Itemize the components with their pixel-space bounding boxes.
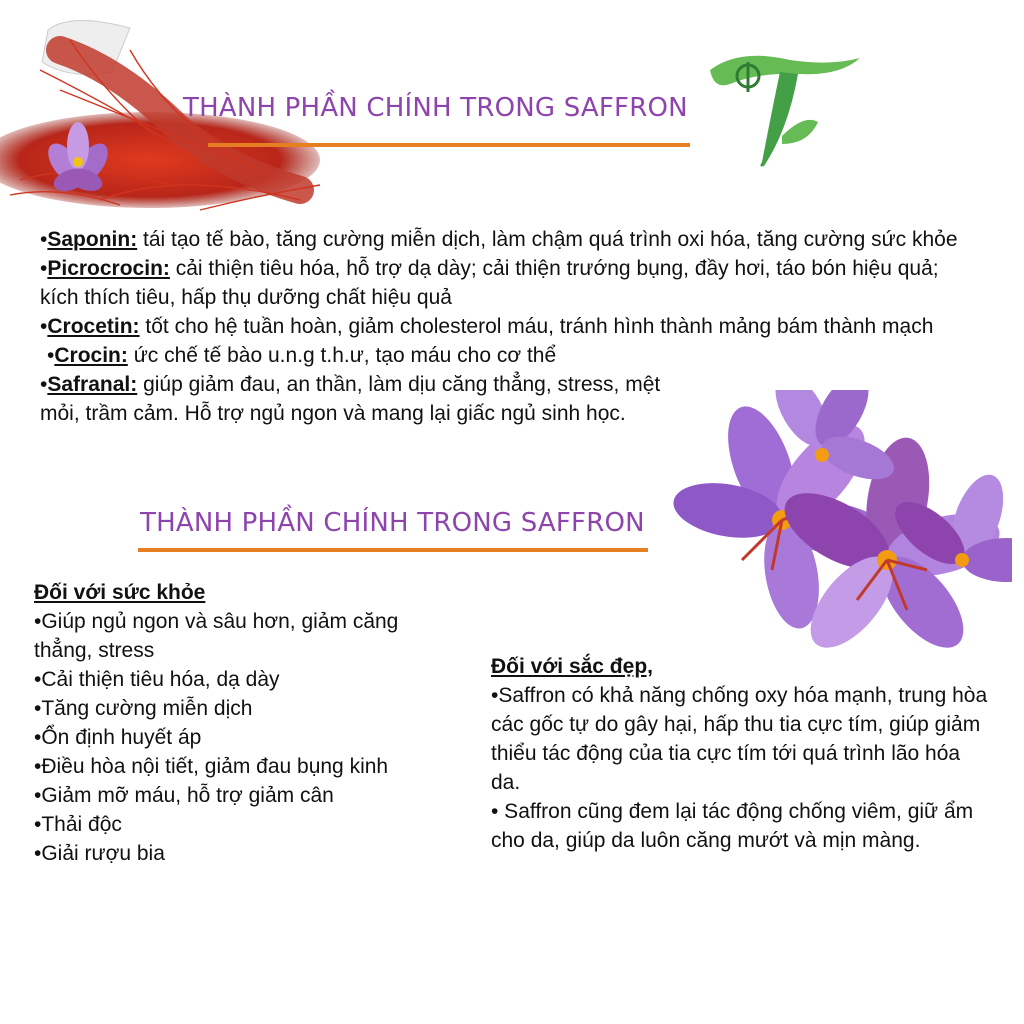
component-item-crocin: •Crocin: ức chế tế bào u.n.g t.h.ư, tạo máu cho cơ thể <box>47 344 557 367</box>
component-item-crocetin: •Crocetin: tốt cho hệ tuần hoàn, giảm cholesterol máu, tránh hình thành mảng bám thành mạch <box>40 315 934 338</box>
list-item: •Giải rượu bia <box>34 842 165 865</box>
component-name: Saponin: <box>47 228 138 251</box>
list-item: • Saffron cũng đem lại tác động chống viêm, giữ ẩm cho da, giúp da luôn căng mướt và mịn màng. <box>491 800 974 852</box>
list-item: •Giúp ngủ ngon và sâu hơn, giảm căng thẳng, stress <box>34 610 399 662</box>
list-item: •Tăng cường miễn dịch <box>34 697 253 720</box>
health-list <box>34 607 414 868</box>
health-title: Đối với sức khỏe <box>34 581 206 604</box>
component-desc: tái tạo tế bào, tăng cường miễn dịch, làm chậm quá trình oxi hóa, tăng cường sức khỏe <box>137 228 958 251</box>
section-title-middle: THÀNH PHẦN CHÍNH TRONG SAFFRON <box>140 508 645 538</box>
beauty-title: Đối với sắc đẹp, <box>491 655 653 678</box>
list-item: •Ổn định huyết áp <box>34 726 202 749</box>
list-item: •Giảm mỡ máu, hỗ trợ giảm cân <box>34 784 334 807</box>
component-desc: cải thiện tiêu hóa, hỗ trợ dạ dày; cải thiện trướng bụng, đầy hơi, táo bón hiệu quả; kích thích tiêu, hấp thụ dưỡng chất hiệu quả <box>40 257 939 309</box>
crocus-flowers-image <box>672 390 1012 665</box>
t-leaf-logo-icon <box>700 40 865 170</box>
page-title-top: THÀNH PHẦN CHÍNH TRONG SAFFRON <box>183 93 688 123</box>
list-item: •Thải độc <box>34 813 122 836</box>
component-item-safranal: •Safranal: giúp giảm đau, an thần, làm dịu căng thẳng, stress, mệt mỏi, trầm cảm. Hỗ trợ ngủ ngon và mang lại giấc ngủ sinh học. <box>40 373 661 425</box>
component-name: Picrocrocin: <box>47 257 170 280</box>
component-desc: tốt cho hệ tuần hoàn, giảm cholesterol máu, tránh hình thành mảng bám thành mạch <box>139 315 934 338</box>
heading-underline-top <box>208 143 690 147</box>
component-item-saponin: •Saponin: tái tạo tế bào, tăng cường miễn dịch, làm chậm quá trình oxi hóa, tăng cường sức khỏe <box>40 228 958 251</box>
beauty-list <box>491 681 991 855</box>
component-desc: giúp giảm đau, an thần, làm dịu căng thẳng, stress, mệt mỏi, trầm cảm. Hỗ trợ ngủ ngon và mang lại giấc ngủ sinh học. <box>40 373 661 425</box>
list-item: •Điều hòa nội tiết, giảm đau bụng kinh <box>34 755 389 778</box>
heading-underline-middle <box>138 548 648 552</box>
component-name: Safranal: <box>47 373 138 396</box>
list-item: •Cải thiện tiêu hóa, dạ dày <box>34 668 280 691</box>
list-item: •Saffron có khả năng chống oxy hóa mạnh, trung hòa các gốc tự do gây hại, hấp thu tia cực tím, giúp giảm thiểu tác động của tia cực tím tới quá trình lão hóa da. <box>491 684 988 794</box>
component-desc: ức chế tế bào u.n.g t.h.ư, tạo máu cho cơ thể <box>127 344 557 367</box>
beauty-section <box>491 652 991 855</box>
component-name: Crocin: <box>54 344 128 367</box>
component-name: Crocetin: <box>47 315 140 338</box>
components-list <box>40 225 970 428</box>
component-item-picrocrocin: •Picrocrocin: cải thiện tiêu hóa, hỗ trợ dạ dày; cải thiện trướng bụng, đầy hơi, táo bón hiệu quả; kích thích tiêu, hấp thụ dưỡng chất hiệu quả <box>40 257 939 309</box>
health-section <box>34 578 414 868</box>
